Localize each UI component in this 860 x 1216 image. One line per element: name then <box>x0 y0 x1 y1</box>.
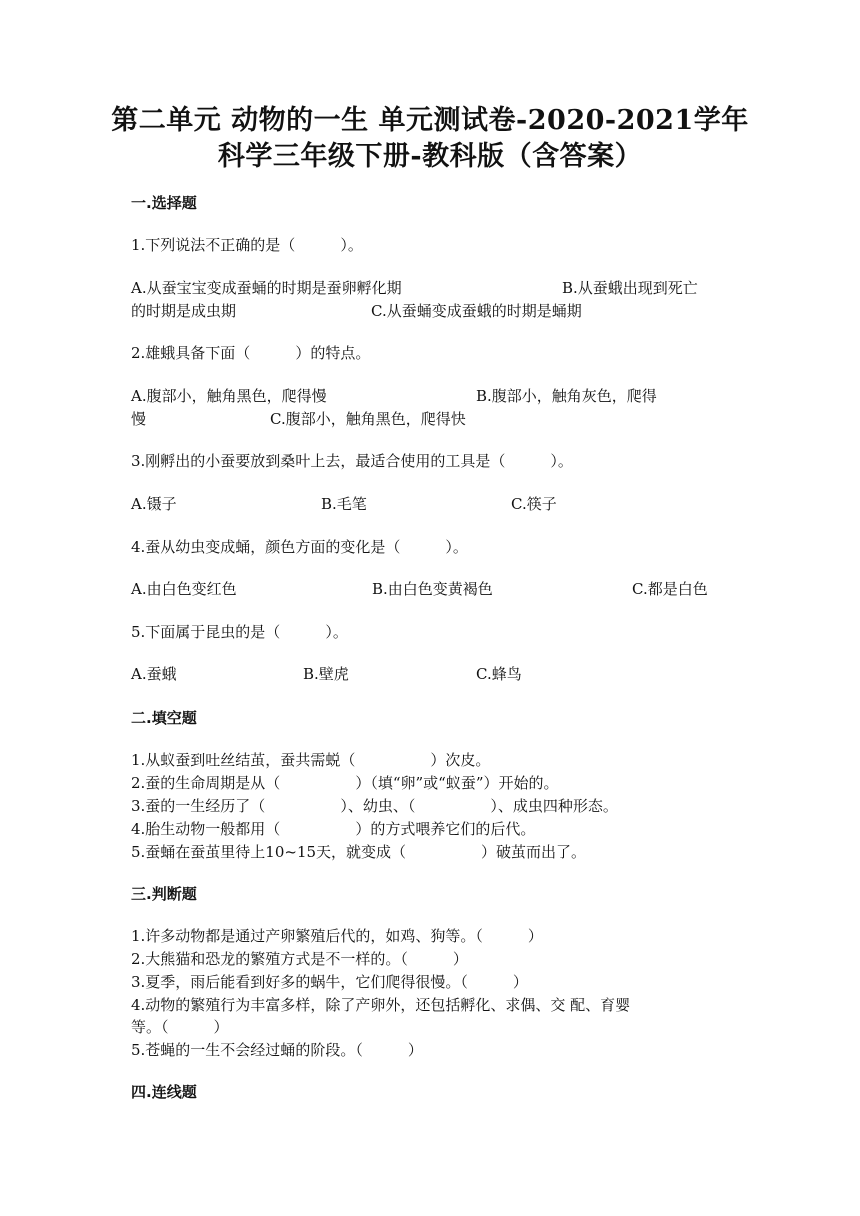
option-b-continued: 慢 <box>131 410 147 428</box>
question-stem: 1.下列说法不正确的是（ ）。 <box>131 236 363 254</box>
judge-item: 3.夏季，雨后能看到好多的蜗牛，它们爬得很慢。（ ） <box>131 973 528 991</box>
option-c: C.都是白色 <box>632 580 708 598</box>
option-a: A.由白色变红色 <box>131 580 237 598</box>
option-b: B.毛笔 <box>321 495 367 513</box>
fill-item: 1.从蚁蚕到吐丝结茧，蚕共需蜕（ ）次皮。 <box>131 751 491 769</box>
option-b-continued: 的时期是成虫期 <box>131 302 237 320</box>
section-heading-judge: 三.判断题 <box>131 885 197 903</box>
option-b: B.壁虎 <box>303 665 349 683</box>
fill-item: 4.胎生动物一般都用（ ）的方式喂养它们的后代。 <box>131 820 536 838</box>
option-a: A.镊子 <box>131 495 177 513</box>
fill-item: 3.蚕的一生经历了（ ）、幼虫、（ ）、成虫四种形态。 <box>131 797 618 815</box>
fill-item: 2.蚕的生命周期是从（ ）（填“卵”或“蚁蚕”）开始的。 <box>131 774 559 792</box>
option-b: B.腹部小，触角灰色，爬得 <box>476 387 657 405</box>
option-b: B.从蚕蛾出现到死亡 <box>562 279 698 297</box>
section-heading-fill: 二.填空题 <box>131 709 197 727</box>
judge-item: 5.苍蝇的一生不会经过蛹的阶段。（ ） <box>131 1041 423 1059</box>
judge-item: 2.大熊猫和恐龙的繁殖方式是不一样的。（ ） <box>131 950 468 968</box>
option-c: C.蜂鸟 <box>476 665 522 683</box>
option-c: C.从蚕蛹变成蚕蛾的时期是蛹期 <box>371 302 582 320</box>
section-heading-matching: 四.连线题 <box>131 1083 197 1101</box>
judge-item-continued: 等。（ ） <box>131 1018 229 1036</box>
option-a: A.蚕蛾 <box>131 665 177 683</box>
judge-item: 4.动物的繁殖行为丰富多样，除了产卵外，还包括孵化、求偶、交 配、育婴 <box>131 996 631 1014</box>
option-c: C.腹部小，触角黑色，爬得快 <box>270 410 466 428</box>
option-b: B.由白色变黄褐色 <box>372 580 493 598</box>
page-title-line2: 科学三年级下册-教科版（含答案） <box>217 141 643 172</box>
page-title-line1: 第二单元 动物的一生 单元测试卷-2020-2021学年 <box>111 105 749 136</box>
section-heading-choice: 一.选择题 <box>131 194 197 212</box>
question-stem: 3.刚孵出的小蚕要放到桑叶上去，最适合使用的工具是（ ）。 <box>131 452 573 470</box>
fill-item: 5.蚕蛹在蚕茧里待上10~15天，就变成（ ）破茧而出了。 <box>131 843 587 861</box>
option-a: A.腹部小，触角黑色，爬得慢 <box>131 387 327 405</box>
question-stem: 2.雄蛾具备下面（ ）的特点。 <box>131 344 371 362</box>
question-stem: 5.下面属于昆虫的是（ ）。 <box>131 623 348 641</box>
question-stem: 4.蚕从幼虫变成蛹，颜色方面的变化是（ ）。 <box>131 538 468 556</box>
judge-item: 1.许多动物都是通过产卵繁殖后代的，如鸡、狗等。（ ） <box>131 927 543 945</box>
option-a: A.从蚕宝宝变成蚕蛹的时期是蚕卵孵化期 <box>131 279 402 297</box>
option-c: C.筷子 <box>511 495 557 513</box>
